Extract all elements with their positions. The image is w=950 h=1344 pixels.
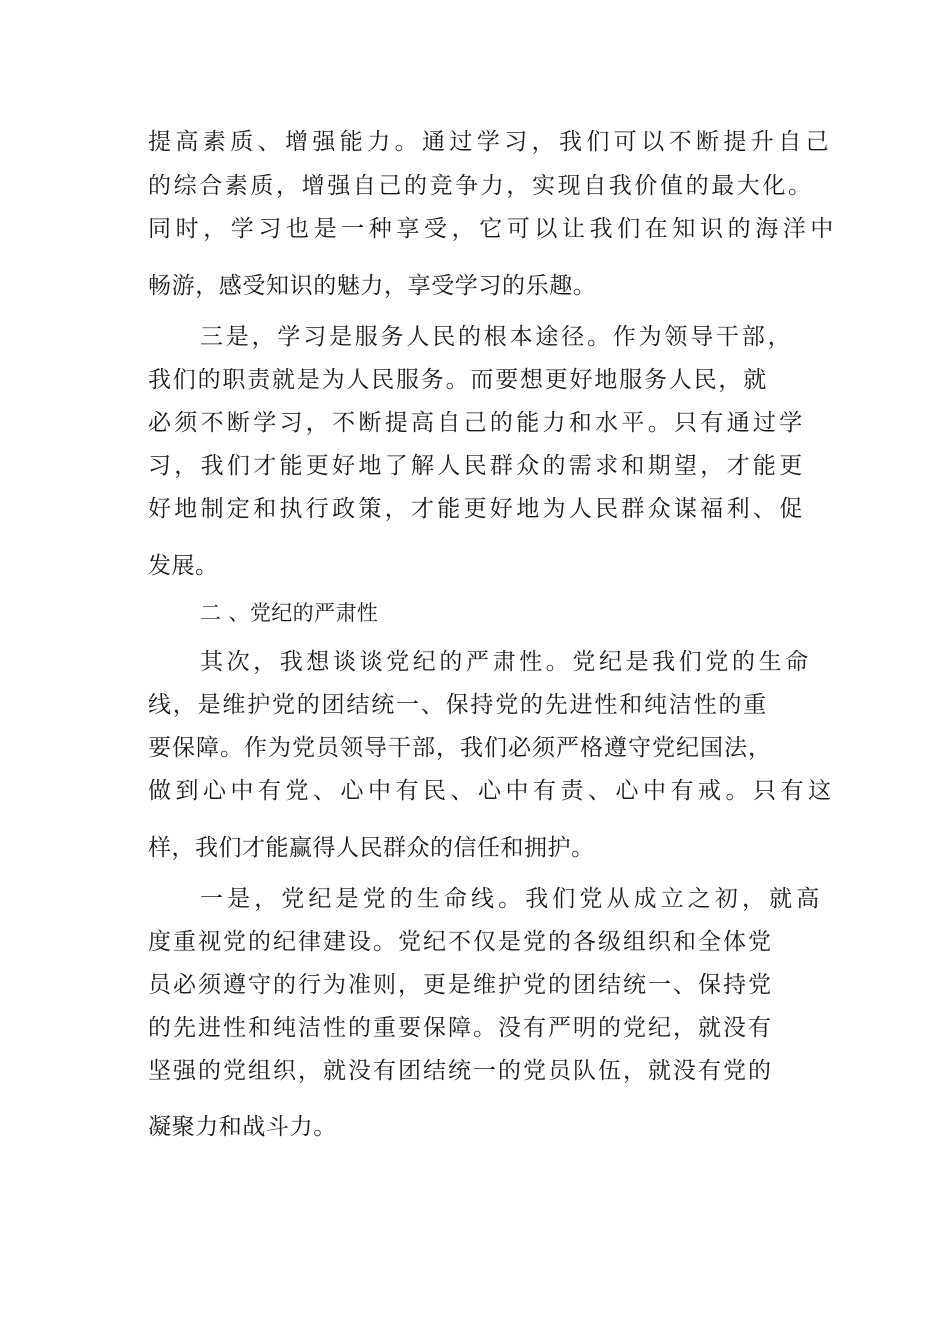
text-line: 畅游，感受知识的魅力，享受学习的乐趣。 xyxy=(148,273,597,299)
text-line: 线，是维护党的团结统一、保持党的先进性和纯洁性的重 xyxy=(148,692,768,718)
text-line: 样，我们才能赢得人民群众的信任和拥护。 xyxy=(148,835,595,861)
text-line: 要保障。作为党员领导干部，我们必须严格遵守党纪国法， xyxy=(148,735,772,761)
text-line: 坚强的党组织，就没有团结统一的党员队伍，就没有党的 xyxy=(148,1058,773,1084)
text-line: 必须不断学习，不断提高自己的能力和水平。只有通过学 xyxy=(148,410,806,436)
text-line: 好地制定和执行政策，才能更好地为人民群众谋福利、促 xyxy=(148,496,806,522)
text-line: 提高素质、增强能力。通过学习，我们可以不断提升自己 xyxy=(148,129,833,155)
paragraph-start-line: 三是，学习是服务人民的根本途径。作为领导干部， xyxy=(200,324,794,350)
text-line: 员必须遵守的行为准则，更是维护党的团结统一、保持党 xyxy=(148,972,773,998)
text-line: 凝聚力和战斗力。 xyxy=(148,1114,337,1140)
text-line: 的先进性和纯洁性的重要保障。没有严明的党纪，就没有 xyxy=(148,1015,773,1041)
text-line: 习，我们才能更好地了解人民群众的需求和期望，才能更 xyxy=(148,453,806,479)
text-line: 做到心中有党、心中有民、心中有责、心中有戒。只有这 xyxy=(148,778,836,804)
text-line: 的综合素质，增强自己的竞争力，实现自我价值的最大化。 xyxy=(148,173,814,199)
text-line: 发展。 xyxy=(148,553,219,579)
paragraph-start-line: 一是，党纪是党的生命线。我们党从成立之初，就高 xyxy=(200,886,824,912)
text-line: 我们的职责就是为人民服务。而要想更好地服务人民，就 xyxy=(148,367,768,393)
text-line: 度重视党的纪律建设。党纪不仅是党的各级组织和全体党 xyxy=(148,929,773,955)
paragraph-start-line: 其次，我想谈谈党纪的严肃性。党纪是我们党的生命 xyxy=(200,649,812,675)
section-heading: 二 、党纪的严肃性 xyxy=(200,601,379,625)
text-line: 同时，学习也是一种享受，它可以让我们在知识的海洋中 xyxy=(148,216,838,242)
